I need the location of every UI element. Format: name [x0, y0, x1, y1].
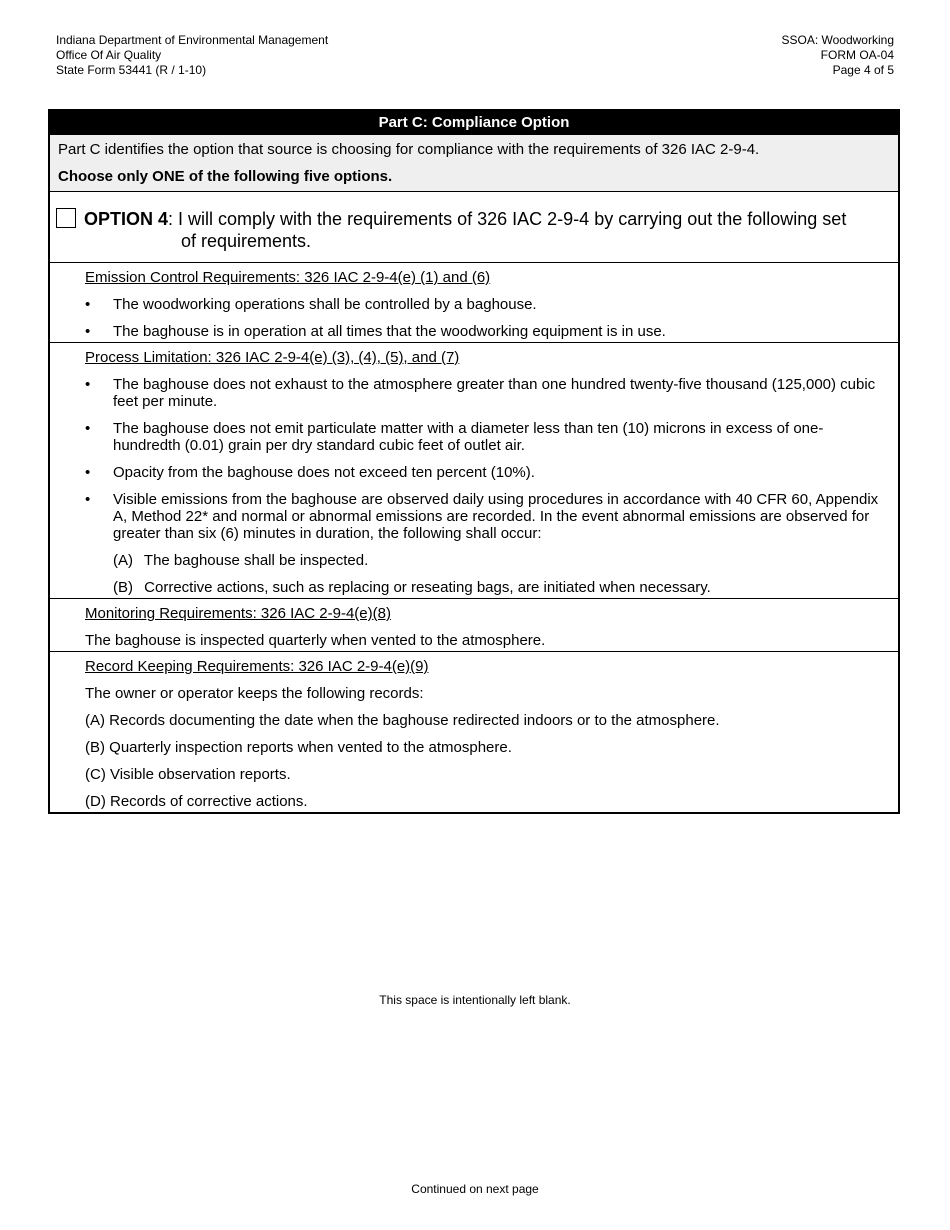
record-item: (A) Records documenting the date when the baghouse redirected indoors or to the atmosphere.	[85, 712, 720, 729]
emission-bullet: • The baghouse is in operation at all times that the woodworking equipment is in use.	[85, 323, 886, 340]
monitoring-section	[50, 599, 898, 652]
option-line-1	[84, 208, 888, 230]
emission-section	[50, 263, 898, 343]
part-intro	[50, 135, 898, 192]
header-office: Office Of Air Quality	[56, 48, 162, 62]
header-page-number: Page 4 of 5	[832, 63, 894, 77]
subitem-label: (A)	[113, 552, 133, 569]
records-intro: The owner or operator keeps the following records:	[85, 685, 424, 702]
header-agency: Indiana Department of Environmental Management	[56, 33, 329, 47]
subitem-label: (B)	[113, 579, 133, 596]
emission-bullet: • The woodworking operations shall be controlled by a baghouse.	[85, 296, 886, 313]
subitem-text: Corrective actions, such as replacing or reseating bags, are initiated when necessary.	[144, 579, 711, 596]
blank-space-note: This space is intentionally left blank.	[379, 993, 571, 1007]
header-form-type: SSOA: Woodworking	[781, 33, 894, 47]
record-item: (B) Quarterly inspection reports when vented to the atmosphere.	[85, 739, 512, 756]
process-section	[50, 343, 898, 599]
process-subitem	[85, 552, 886, 569]
continued-note: Continued on next page	[411, 1182, 539, 1196]
header-form-id: FORM OA-04	[820, 48, 894, 62]
option-4-checkbox[interactable]	[56, 208, 76, 228]
process-subitem	[85, 579, 886, 596]
option-text-line2: of requirements.	[181, 231, 312, 251]
record-item: (C) Visible observation reports.	[85, 766, 291, 783]
part-title: Part C: Compliance Option	[50, 111, 898, 135]
monitoring-text: The baghouse is inspected quarterly when vented to the atmosphere.	[85, 632, 546, 649]
compliance-form	[48, 109, 900, 814]
process-bullet: • Opacity from the baghouse does not exceed ten percent (10%).	[85, 464, 886, 481]
instruction-text: Choose only ONE of the following five options.	[58, 168, 393, 185]
record-item: (D) Records of corrective actions.	[85, 793, 308, 810]
option-label: OPTION 4	[84, 209, 169, 229]
emission-title: Emission Control Requirements: 326 IAC 2-9-4(e) (1) and (6)	[85, 269, 491, 286]
header-form-number: State Form 53441 (R / 1-10)	[56, 63, 207, 77]
records-title: Record Keeping Requirements: 326 IAC 2-9-4(e)(9)	[85, 658, 429, 675]
header-left	[56, 33, 328, 78]
process-bullet: • The baghouse does not emit particulate matter with a diameter less than ten (10) microns in excess of one-hundredth (0.01) grain per dry standard cubic feet of outlet air.	[85, 420, 886, 454]
option-text-line1: : I will comply with the requirements of 326 IAC 2-9-4 by carrying out the following set	[168, 209, 847, 229]
monitoring-title: Monitoring Requirements: 326 IAC 2-9-4(e)(8)	[85, 605, 391, 622]
process-title: Process Limitation: 326 IAC 2-9-4(e) (3), (4), (5), and (7)	[85, 349, 460, 366]
records-section	[50, 652, 898, 810]
intro-text: Part C identifies the option that source is choosing for compliance with the requirements of 326 IAC 2-9-4.	[58, 141, 760, 158]
process-bullet: • Visible emissions from the baghouse are observed daily using procedures in accordance with 40 CFR 60, Appendix A, Method 22* and normal or abnormal emissions are recorded. In the event abnormal emissions are observed for greater than six (6) minutes in duration, the following shall occur:	[85, 491, 886, 542]
process-bullet: • The baghouse does not exhaust to the atmosphere greater than one hundred twenty-five thousand (125,000) cubic feet per minute.	[85, 376, 886, 410]
header-right	[782, 33, 895, 78]
subitem-text: The baghouse shall be inspected.	[143, 552, 369, 569]
option-4-row	[50, 192, 898, 263]
